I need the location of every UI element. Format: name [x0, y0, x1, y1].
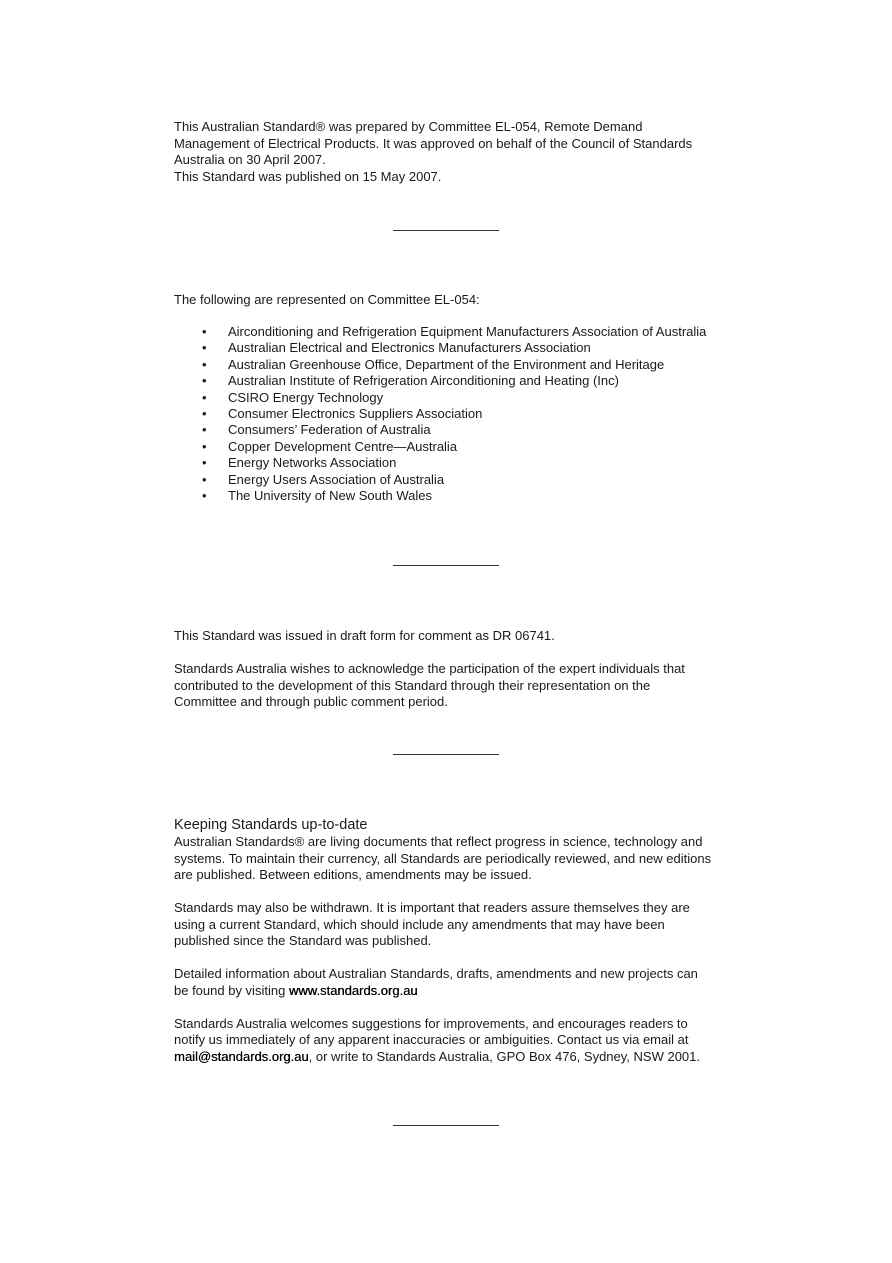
list-item: • Australian Institute of Refrigeration Airconditioning and Heating (Inc) [202, 373, 619, 389]
committee-intro-text: The following are represented on Committee EL-054: [174, 292, 480, 307]
committee-intro [174, 292, 734, 309]
bullet-icon: • [202, 373, 207, 389]
list-item: • The University of New South Wales [202, 488, 432, 504]
list-item: • CSIRO Energy Technology [202, 389, 384, 405]
list-item: • Australian Greenhouse Office, Department of the Environment and Heritage [202, 356, 665, 372]
bullet-icon: • [202, 340, 207, 356]
draft-notice [174, 628, 734, 711]
paragraph-line: notify us immediately of any apparent inaccuracies or ambiguities. Contact us via email at [174, 1032, 689, 1047]
paragraph-line: be found by visiting www.standards.org.au [174, 982, 418, 998]
contact-email-link[interactable]: mail@standards.org.au [174, 1048, 309, 1064]
list-item: • Consumer Electronics Suppliers Association [202, 406, 483, 422]
standards-website-link[interactable]: www.standards.org.au [288, 982, 418, 998]
paragraph-line: are published. Between editions, amendments may be issued. [174, 867, 532, 882]
preparation-line-1: This Australian Standard® was prepared by Committee EL-054, Remote Demand [174, 119, 643, 134]
acknowledgement-line-2: contributed to the development of this Standard through their representation on the [174, 677, 651, 693]
section-divider [393, 1125, 499, 1126]
paragraph-line: Standards may also be withdrawn. It is important that readers assure themselves they are [174, 900, 690, 915]
paragraph-line: using a current Standard, which should include any amendments that may have been [174, 916, 665, 932]
paragraph-line: Detailed information about Australian Standards, drafts, amendments and new projects can [174, 966, 698, 981]
bullet-icon: • [202, 389, 207, 405]
publication-date-line: This Standard was published on 15 May 2007. [174, 168, 442, 184]
acknowledgement-line-1: Standards Australia wishes to acknowledge the participation of the expert individuals that [174, 661, 685, 676]
section-heading: Keeping Standards up-to-date [174, 817, 368, 833]
bullet-icon: • [202, 455, 207, 471]
bullet-icon: • [202, 356, 207, 372]
section-divider [393, 754, 499, 755]
preparation-line-2: Management of Electrical Products. It was approved on behalf of the Council of Standards [174, 135, 693, 151]
bullet-icon: • [202, 324, 207, 339]
list-item: • Airconditioning and Refrigeration Equipment Manufacturers Association of Australia [202, 324, 707, 339]
paragraph-line: systems. To maintain their currency, all Standards are periodically reviewed, and new editions [174, 850, 712, 866]
draft-issued-line: This Standard was issued in draft form for comment as DR 06741. [174, 628, 555, 643]
list-item: • Australian Electrical and Electronics Manufacturers Association [202, 340, 591, 356]
list-item: • Energy Users Association of Australia [202, 471, 445, 487]
bullet-icon: • [202, 422, 207, 438]
bullet-icon: • [202, 438, 207, 454]
bullet-icon: • [202, 406, 207, 422]
list-item: • Consumers’ Federation of Australia [202, 422, 431, 438]
paragraph-line: Standards Australia welcomes suggestions for improvements, and encourages readers to [174, 1015, 688, 1031]
committee-member-list [174, 324, 734, 504]
list-item: • Copper Development Centre—Australia [202, 438, 458, 454]
section-divider [393, 230, 499, 231]
bullet-icon: • [202, 471, 207, 487]
acknowledgement-line-3: Committee and through public comment period. [174, 694, 448, 709]
keeping-standards-section [174, 817, 734, 1065]
paragraph-line: mail@standards.org.au, or write to Standards Australia, GPO Box 476, Sydney, NSW 2001. [174, 1048, 700, 1064]
preparation-notice [174, 119, 734, 185]
paragraph-line: published since the Standard was published. [174, 933, 432, 948]
bullet-icon: • [202, 488, 207, 504]
section-divider [393, 565, 499, 566]
list-item: • Energy Networks Association [202, 455, 397, 471]
preparation-line-3: Australia on 30 April 2007. [174, 152, 326, 167]
paragraph-line: Australian Standards® are living documents that reflect progress in science, technology and [174, 834, 703, 849]
